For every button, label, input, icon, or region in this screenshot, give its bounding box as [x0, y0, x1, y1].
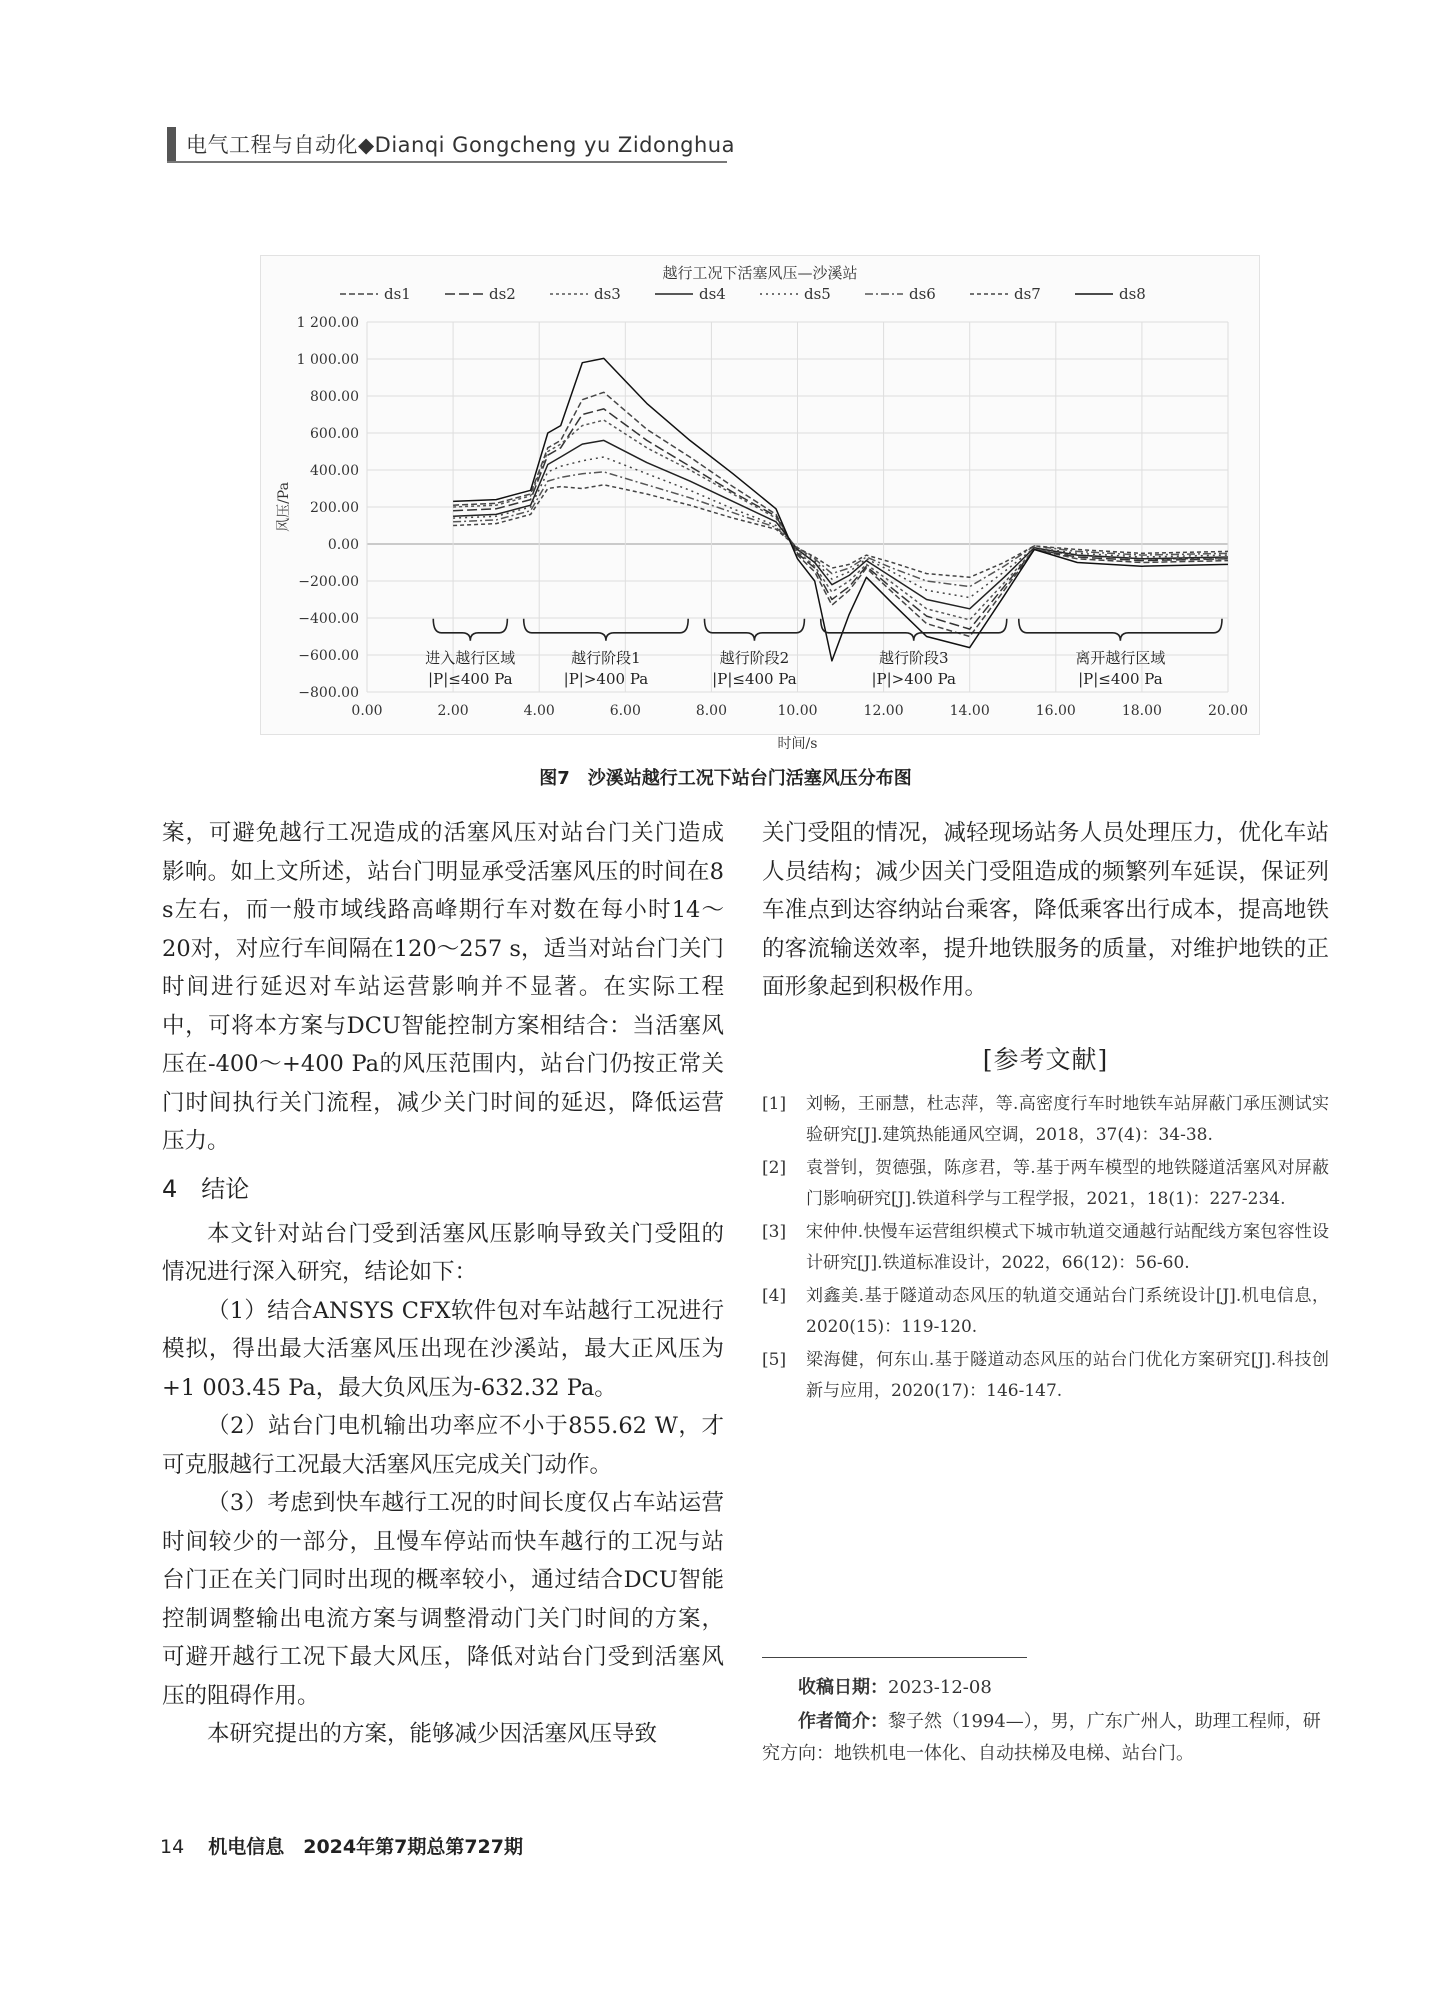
x-tick-label: 2.00 — [437, 703, 469, 719]
reference-text: 袁誉钊，贺德强，陈彦君，等.基于两车模型的地铁隧道活塞风对屏蔽门影响研究[J].铁道科学与工程学报，2021，18(1)：227-234. — [806, 1158, 1329, 1209]
reference-text: 刘畅，王丽慧，杜志萍，等.高密度行车时地铁车站屏蔽门承压测试实验研究[J].建筑热能通风空调，2018，37(4)：34-38. — [806, 1094, 1329, 1145]
y-tick-label: −800.00 — [298, 685, 359, 701]
figure-caption: 图7 沙溪站越行工况下站台门活塞风压分布图 — [539, 768, 912, 789]
y-tick-label: 200.00 — [310, 500, 359, 516]
paragraph: （2）站台门电机输出功率应不小于855.62 W，才可克服越行工况最大活塞风压完成关门动作。 — [162, 1413, 724, 1478]
reference-text: 宋仲仲.快慢车运营组织模式下城市轨道交通越行站配线方案包容性设计研究[J].铁道标准设计，2022，66(12)：56-60. — [806, 1222, 1329, 1273]
piston-pressure-chart — [260, 255, 1260, 752]
region-label: 离开越行区域 — [1075, 648, 1166, 667]
section-heading: 4 结论 — [162, 1174, 250, 1203]
received-date: 2023-12-08 — [888, 1677, 992, 1698]
region-condition: |P|≤400 Pa — [1078, 669, 1163, 688]
reference-text: 刘鑫美.基于隧道动态风压的轨道交通站台门系统设计[J].机电信息，2020(15)：119-120. — [806, 1286, 1329, 1337]
header-bar — [167, 127, 176, 161]
y-axis-label: 风压/Pa — [276, 482, 292, 532]
legend-label-ds8: ds8 — [1119, 285, 1146, 303]
reference-text: 梁海健，何东山.基于隧道动态风压的站台门优化方案研究[J].科技创新与应用，2020(17)：146-147. — [806, 1350, 1329, 1401]
references-title: [参考文献] — [982, 1044, 1109, 1074]
reference-number: [1] — [762, 1094, 787, 1114]
reference-list — [762, 1089, 1329, 1407]
header-rule — [167, 161, 727, 163]
reference-number: [2] — [762, 1158, 787, 1178]
x-tick-label: 20.00 — [1207, 703, 1249, 719]
x-tick-label: 4.00 — [523, 703, 555, 719]
reference-item — [762, 1089, 1329, 1151]
x-tick-label: 12.00 — [863, 703, 904, 719]
x-tick-label: 10.00 — [777, 703, 818, 719]
region-condition: |P|>400 Pa — [871, 669, 957, 688]
region-label: 越行阶段1 — [571, 648, 641, 667]
reference-item — [762, 1153, 1329, 1215]
y-tick-label: 400.00 — [310, 463, 359, 479]
x-tick-label: 6.00 — [609, 703, 641, 719]
reference-item — [762, 1345, 1329, 1407]
paragraph: 本研究提出的方案，能够减少因活塞风压导致 — [207, 1721, 658, 1747]
x-tick-label: 0.00 — [351, 703, 383, 719]
footnote-rule — [762, 1657, 1027, 1658]
legend-label-ds3: ds3 — [594, 285, 621, 303]
footer-journal: 机电信息 2024年第7期总第727期 — [208, 1836, 523, 1858]
reference-item — [762, 1217, 1329, 1279]
paragraph: 案，可避免越行工况造成的活塞风压对站台门关门造成影响。如上文所述，站台门明显承受活塞风压的时间在8 s左右，而一般市域线路高峰期行车对数在每小时14～20对，对应行车间隔在120～257 s，适当对站台门关门时间进行延迟对车站运营影响并不显著。在实际工程中，可将本方案与DCU智能控制方案相结合：当活塞风压在-400～+400 Pa的风压范围内，站台门仍按正常关门时间执行关门流程，减少关门时间的延迟，降低运营压力。 — [162, 820, 724, 1154]
legend-label-ds1: ds1 — [384, 285, 411, 303]
x-axis-label: 时间/s — [777, 736, 818, 752]
region-condition: |P|>400 Pa — [563, 669, 649, 688]
legend-label-ds2: ds2 — [489, 285, 516, 303]
y-tick-label: 600.00 — [310, 426, 359, 442]
paragraph: （3）考虑到快车越行工况的时间长度仅占车站运营时间较少的一部分，且慢车停站而快车越行的工况与站台门正在关门同时出现的概率较小，通过结合DCU智能控制调整输出电流方案与调整滑动门关门时间的方案，可避开越行工况下最大风压，降低对站台门受到活塞风压的阻碍作用。 — [162, 1490, 724, 1709]
region-condition: |P|≤400 Pa — [712, 669, 797, 688]
journal-name: 电气工程与自动化◆Dianqi Gongcheng yu Zidonghua — [186, 133, 735, 157]
y-tick-label: −600.00 — [298, 648, 359, 664]
paragraph: 本文针对站台门受到活塞风压影响导致关门受阻的情况进行深入研究，结论如下： — [162, 1220, 724, 1285]
legend-label-ds5: ds5 — [804, 285, 831, 303]
y-tick-label: 800.00 — [310, 389, 359, 405]
x-tick-label: 18.00 — [1121, 703, 1162, 719]
region-label: 越行阶段2 — [719, 648, 790, 667]
region-label: 进入越行区域 — [425, 648, 516, 667]
received-label: 收稿日期： — [798, 1677, 888, 1698]
reference-number: [3] — [762, 1222, 787, 1242]
page-footer — [160, 1832, 523, 1859]
x-tick-label: 8.00 — [695, 703, 727, 719]
legend-label-ds6: ds6 — [909, 285, 936, 303]
left-column — [162, 814, 724, 1754]
footnote-received — [762, 1672, 1329, 1704]
chart-title: 越行工况下活塞风压—沙溪站 — [662, 264, 858, 282]
x-tick-label: 16.00 — [1035, 703, 1076, 719]
reference-item — [762, 1281, 1329, 1343]
legend-label-ds7: ds7 — [1014, 285, 1041, 303]
author-bio: 黎子然（1994—），男，广东广州人，助理工程师，研究方向：地铁机电一体化、自动扶梯及电梯、站台门。 — [762, 1711, 1321, 1764]
paragraph: （1）结合ANSYS CFX软件包对车站越行工况进行模拟，得出最大活塞风压出现在沙溪站，最大正风压为+1 003.45 Pa，最大负风压为-632.32 Pa。 — [162, 1297, 724, 1401]
y-tick-label: 0.00 — [327, 537, 359, 553]
footnote-author — [762, 1706, 1329, 1770]
y-tick-label: 1 200.00 — [296, 315, 359, 331]
x-tick-label: 14.00 — [949, 703, 990, 719]
reference-number: [5] — [762, 1350, 787, 1370]
right-column — [762, 814, 1329, 1409]
page-number: 14 — [160, 1836, 185, 1858]
region-condition: |P|≤400 Pa — [428, 669, 513, 688]
y-tick-label: 1 000.00 — [296, 352, 359, 368]
paragraph: 关门受阻的情况，减轻现场站务人员处理压力，优化车站人员结构；减少因关门受阻造成的频繁列车延误，保证列车准点到达容纳站台乘客，降低乘客出行成本，提高地铁的客流输送效率，提升地铁服务的质量，对维护地铁的正面形象起到积极作用。 — [762, 820, 1329, 1000]
reference-number: [4] — [762, 1286, 787, 1306]
y-tick-label: −200.00 — [298, 574, 359, 590]
region-label: 越行阶段3 — [878, 648, 949, 667]
y-tick-label: −400.00 — [298, 611, 359, 627]
running-header — [167, 126, 735, 162]
legend-label-ds4: ds4 — [699, 285, 726, 303]
author-label: 作者简介： — [798, 1711, 888, 1732]
